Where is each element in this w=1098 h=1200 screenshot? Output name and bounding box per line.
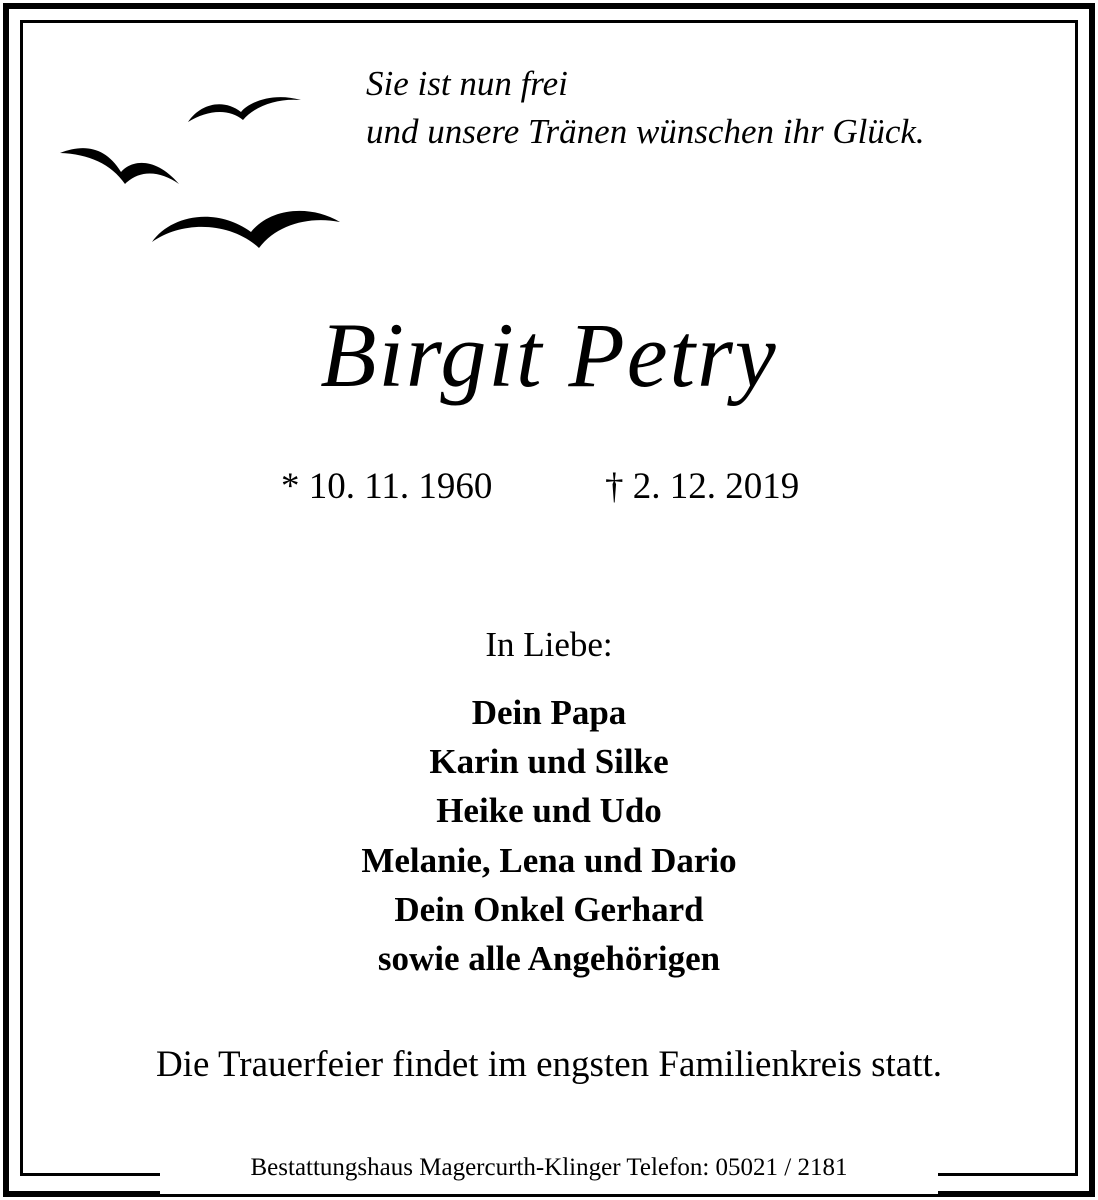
mourners-intro: In Liebe: bbox=[485, 625, 613, 664]
bird-middle-icon bbox=[60, 148, 179, 184]
mourner-name: Dein Onkel Gerhard bbox=[394, 889, 704, 929]
motto-line-1: Sie ist nun frei bbox=[366, 64, 568, 103]
mourner-name: Heike und Udo bbox=[436, 791, 662, 831]
life-dates bbox=[0, 462, 1098, 512]
bird-small-icon bbox=[188, 97, 301, 122]
birds-icon bbox=[55, 92, 350, 252]
mourner-name: Melanie, Lena und Dario bbox=[361, 840, 737, 880]
mourner-name: sowie alle Angehörigen bbox=[377, 939, 721, 979]
mourners-list bbox=[0, 688, 1098, 983]
birth-date: * 10. 11. 1960 bbox=[281, 466, 493, 507]
funeral-home-footer: Bestattungshaus Magercurth-Klinger Telefon: 05021 / 2181 bbox=[250, 1154, 848, 1181]
motto-line-2: und unsere Tränen wünschen ihr Glück. bbox=[366, 112, 925, 151]
death-date: † 2. 12. 2019 bbox=[605, 466, 800, 507]
bird-large-icon bbox=[152, 211, 340, 248]
mourner-name: Karin und Silke bbox=[429, 742, 669, 782]
ceremony-note: Die Trauerfeier findet im engsten Familienkreis statt. bbox=[155, 1044, 943, 1085]
deceased-name: Birgit Petry bbox=[320, 304, 778, 406]
mourner-name: Dein Papa bbox=[471, 693, 627, 732]
motto bbox=[366, 60, 925, 156]
